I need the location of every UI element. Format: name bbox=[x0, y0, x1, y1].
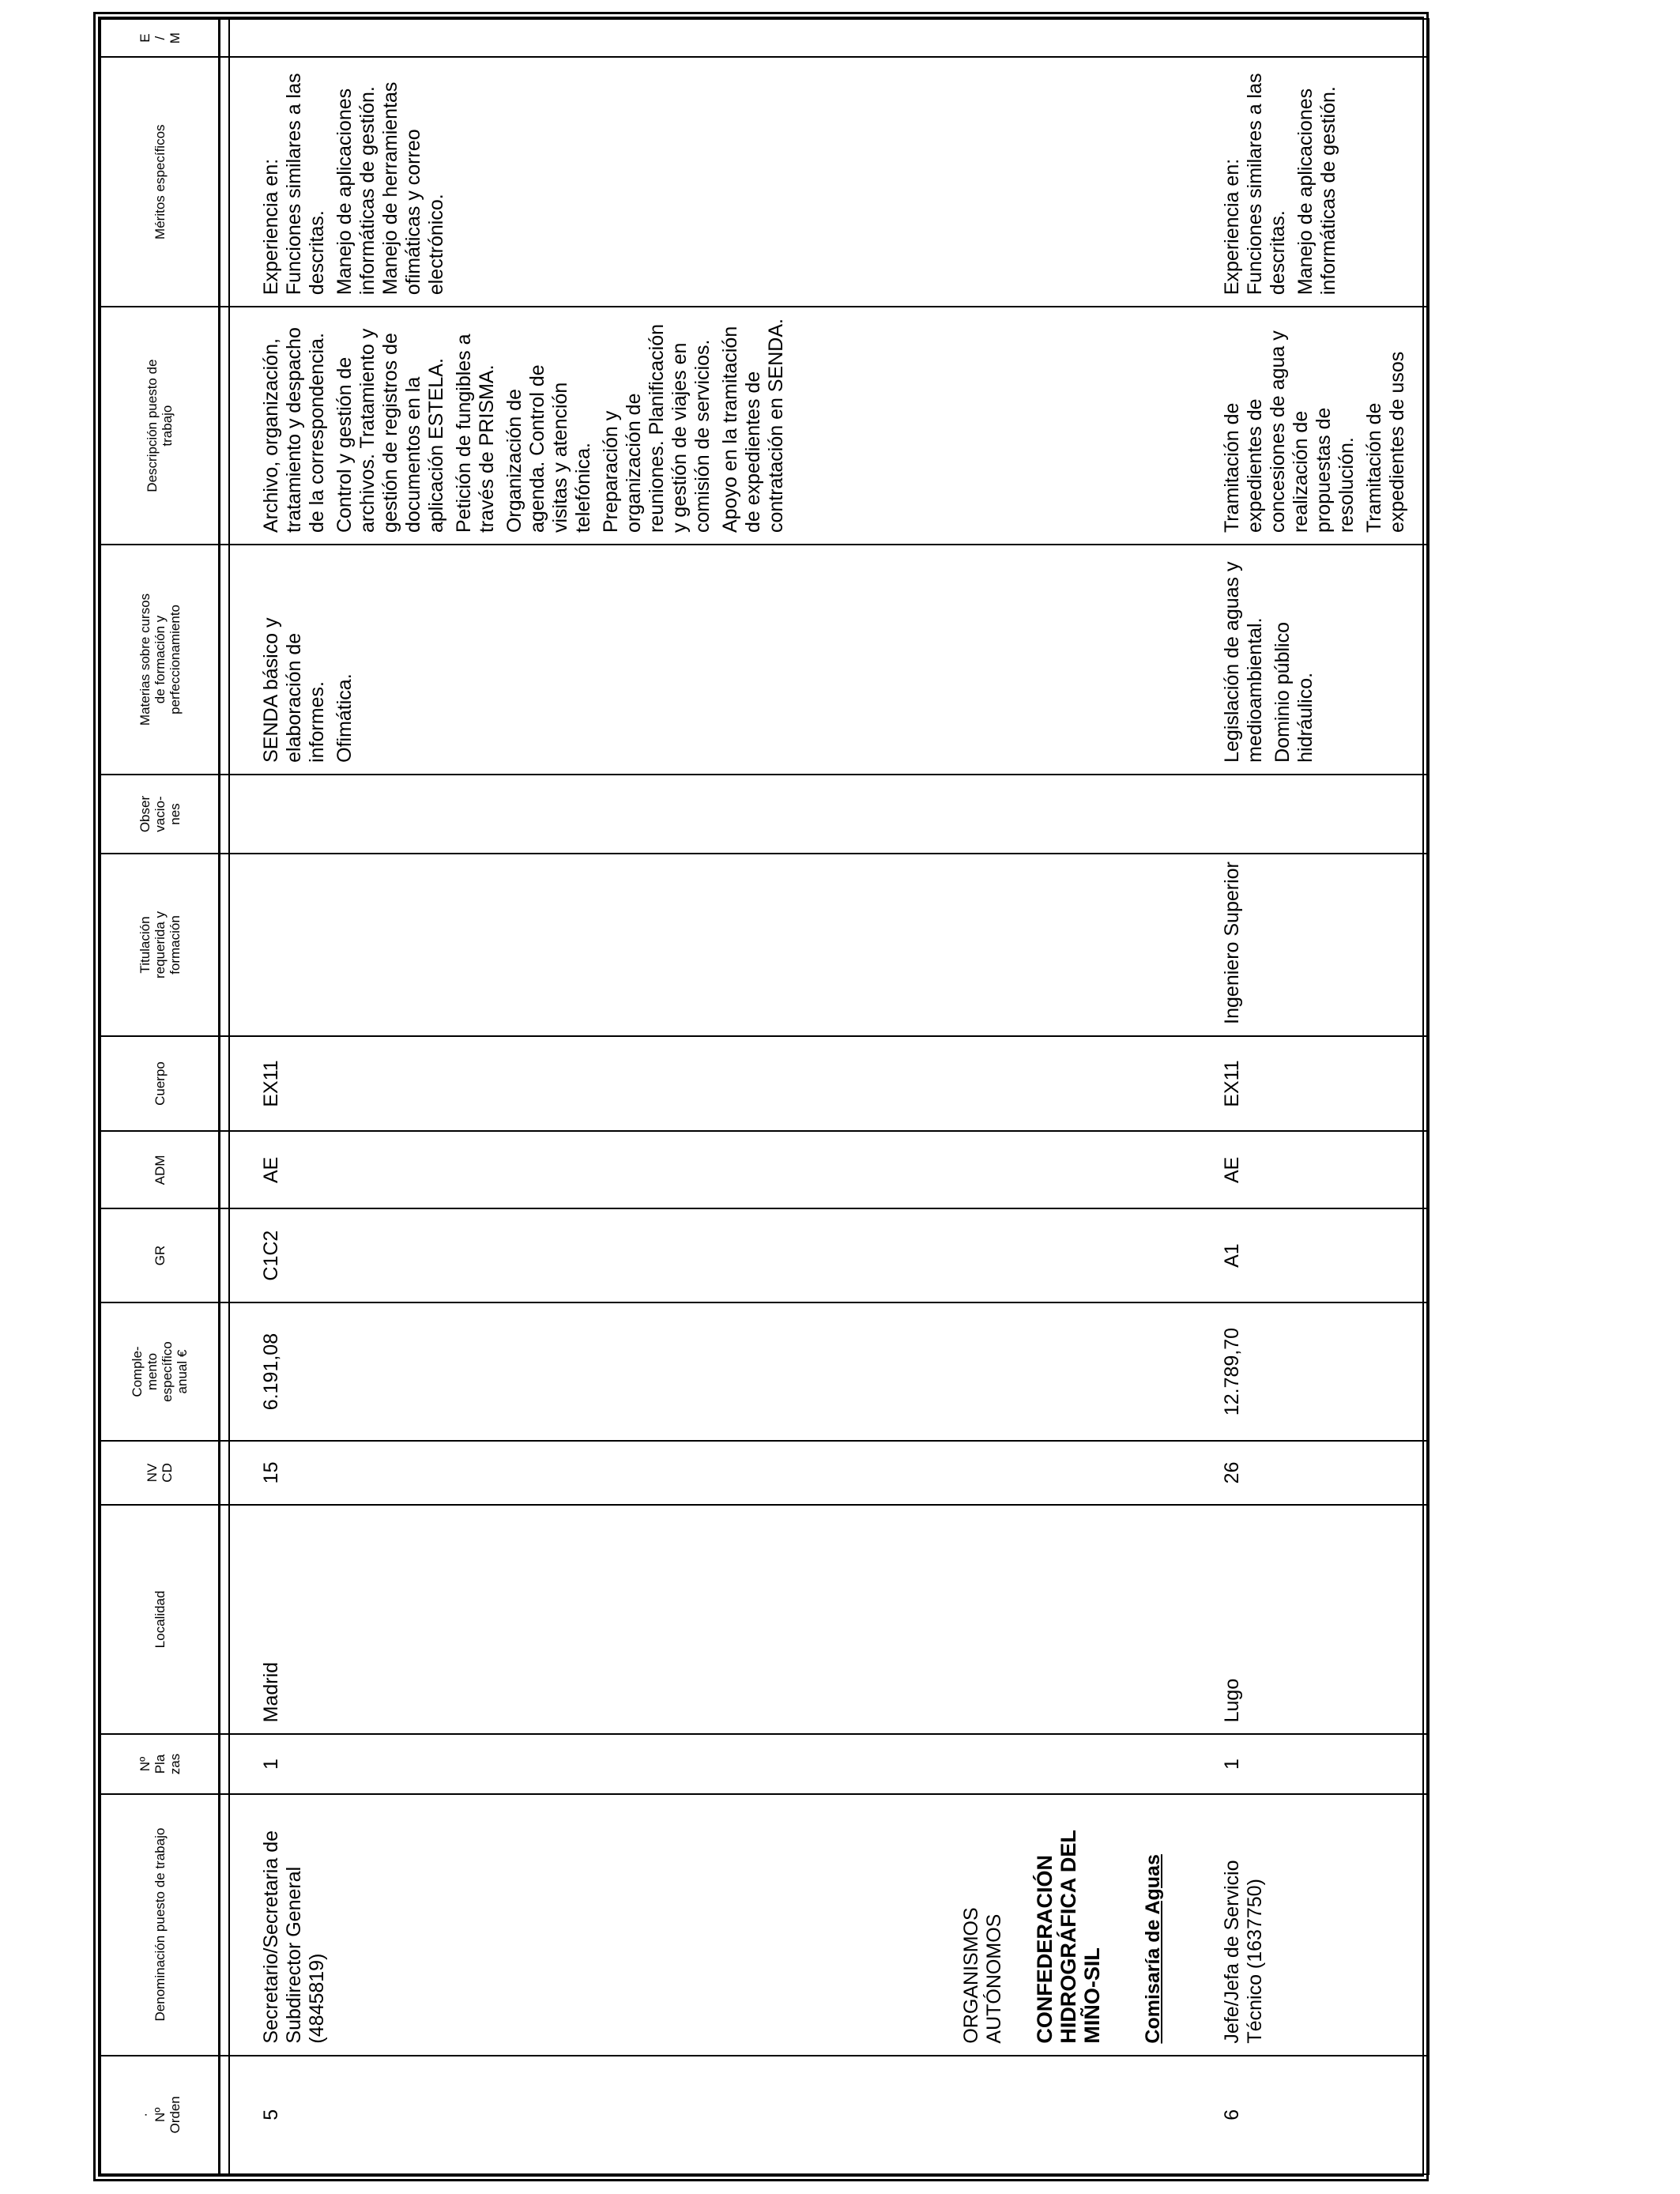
cell-em bbox=[229, 19, 1429, 57]
cell-orden bbox=[229, 2056, 1429, 2174]
header-materias: Materias sobre cursos de formación y perfeccionamiento bbox=[100, 545, 220, 775]
row6-descripcion bbox=[1221, 314, 1414, 533]
cell-localidad bbox=[229, 1505, 1429, 1735]
header-descripcion: Descripción puesto de trabajo bbox=[100, 307, 220, 545]
row6-materia-item: Legislación de aguas y medioambiental. bbox=[1221, 561, 1266, 763]
row5-materias bbox=[260, 552, 361, 763]
row6-titulacion: Ingeniero Superior bbox=[1221, 861, 1243, 1024]
cell-nivel bbox=[229, 1441, 1429, 1504]
row5-descripcion bbox=[260, 314, 793, 533]
header-row bbox=[100, 19, 220, 2174]
confederacion-title: CONFEDERACIÓN HIDROGRÁFICA DEL MIÑO-SIL bbox=[1033, 1830, 1104, 2044]
cell-denominacion bbox=[229, 1794, 1429, 2056]
row5-grupo: C1C2 bbox=[260, 1230, 282, 1281]
header-denominacion: Denominación puesto de trabajo bbox=[100, 1794, 220, 2056]
row6-denominacion: Jefe/Jefa de Servicio Técnico (1637750) bbox=[1221, 1860, 1266, 2044]
header-observaciones: Obser vacio- nes bbox=[100, 775, 220, 854]
header-nivel: NV CD bbox=[100, 1441, 220, 1504]
cell-materias bbox=[229, 545, 1429, 775]
cell-observaciones bbox=[229, 775, 1429, 854]
row5-descripcion-item: Organización de agenda. Control de visitas y atención telefónica. bbox=[503, 364, 594, 533]
header-grupo: GR bbox=[100, 1208, 220, 1302]
cell-plazas bbox=[229, 1734, 1429, 1793]
row6-merito-item: Experiencia en: Funciones similares a las descritas. bbox=[1221, 73, 1289, 296]
row5-cuerpo: EX11 bbox=[260, 1060, 282, 1107]
row5-plazas: 1 bbox=[260, 1759, 282, 1770]
row6-complemento: 12.789,70 bbox=[1221, 1327, 1243, 1416]
row6-materia-item: Dominio público hidráulico. bbox=[1271, 622, 1317, 763]
cell-grupo bbox=[229, 1208, 1429, 1302]
row6-localidad: Lugo bbox=[1221, 1678, 1243, 1723]
cell-complemento bbox=[229, 1302, 1429, 1442]
header-meritos: Méritos específicos bbox=[100, 57, 220, 307]
row5-merito-item: Experiencia en: Funciones similares a las descritas. bbox=[260, 73, 328, 296]
header-localidad: Localidad bbox=[100, 1505, 220, 1735]
row5-denominacion: Secretario/Secretaria de Subdirector General (4845819) bbox=[260, 1830, 328, 2044]
row6-adm: AE bbox=[1221, 1156, 1243, 1183]
row5-orden: 5 bbox=[260, 2109, 282, 2120]
row6-plazas: 1 bbox=[1221, 1759, 1243, 1770]
section-header bbox=[960, 1801, 1165, 2044]
row5-descripcion-item: Petición de fungibles a través de PRISMA. bbox=[453, 334, 498, 533]
organismos-label: ORGANISMOS AUTÓNOMOS bbox=[960, 1907, 1005, 2044]
header-titulacion: Titulación requerida y formación bbox=[100, 854, 220, 1036]
row6-meritos bbox=[1221, 64, 1345, 295]
row6-nivel: 26 bbox=[1221, 1461, 1243, 1484]
table-body-row bbox=[229, 19, 1429, 2174]
row6-merito-item: Manejo de aplicaciones informáticas de gestión. bbox=[1294, 86, 1339, 296]
cell-meritos bbox=[229, 57, 1429, 307]
positions-table bbox=[100, 18, 1430, 2175]
header-plazas: Nº Pla zas bbox=[100, 1734, 220, 1793]
row5-localidad: Madrid bbox=[260, 1661, 282, 1723]
row5-materia-item: SENDA básico y elaboración de informes. bbox=[260, 617, 328, 763]
row6-grupo: A1 bbox=[1221, 1243, 1243, 1268]
row5-merito-item: Manejo de aplicaciones informáticas de gestión. Manejo de herramientas ofimáticas y correo electrónico. bbox=[333, 81, 447, 296]
row6-descripcion-item: Tramitación de expedientes de usos bbox=[1363, 351, 1408, 533]
row5-materia-item: Ofimática. bbox=[333, 673, 356, 763]
row5-complemento: 6.191,08 bbox=[260, 1333, 282, 1411]
row6-materias bbox=[1221, 552, 1322, 763]
header-adm: ADM bbox=[100, 1131, 220, 1208]
header-orden: · Nº Orden bbox=[100, 2056, 220, 2174]
cell-descripcion bbox=[229, 307, 1429, 545]
header-gap-row bbox=[220, 19, 230, 2174]
row6-orden: 6 bbox=[1221, 2109, 1243, 2120]
row5-meritos bbox=[260, 64, 453, 295]
row5-descripcion-item: Control y gestión de archivos. Tratamiento y gestión de registros de documentos en la aplicación ESTELA. bbox=[333, 328, 447, 533]
row6-cuerpo: EX11 bbox=[1221, 1060, 1243, 1107]
row5-nivel: 15 bbox=[260, 1461, 282, 1484]
comisaria-label: Comisaría de Aguas bbox=[1142, 1854, 1164, 2044]
row5-descripcion-item: Archivo, organización, tratamiento y despacho de la correspondencia. bbox=[260, 327, 328, 533]
header-em: E / M bbox=[100, 19, 220, 57]
row6-descripcion-item: Tramitación de expedientes de concesiones de agua y realización de propuestas de resolución. bbox=[1221, 330, 1358, 533]
header-cuerpo: Cuerpo bbox=[100, 1036, 220, 1131]
row5-adm: AE bbox=[260, 1156, 282, 1183]
rotated-table-sheet bbox=[93, 12, 1429, 2181]
cell-cuerpo bbox=[229, 1036, 1429, 1131]
inner-frame bbox=[98, 17, 1424, 2177]
row5-descripcion-item: Preparación y organización de reuniones. Planificación y gestión de viajes en comisión de servicios. bbox=[600, 323, 714, 533]
cell-adm bbox=[229, 1131, 1429, 1208]
row5-descripcion-item: Apoyo en la tramitación de expedientes de contratación en SENDA. bbox=[719, 319, 787, 533]
cell-titulacion bbox=[229, 854, 1429, 1036]
header-complemento: Comple- mento específico anual € bbox=[100, 1302, 220, 1442]
